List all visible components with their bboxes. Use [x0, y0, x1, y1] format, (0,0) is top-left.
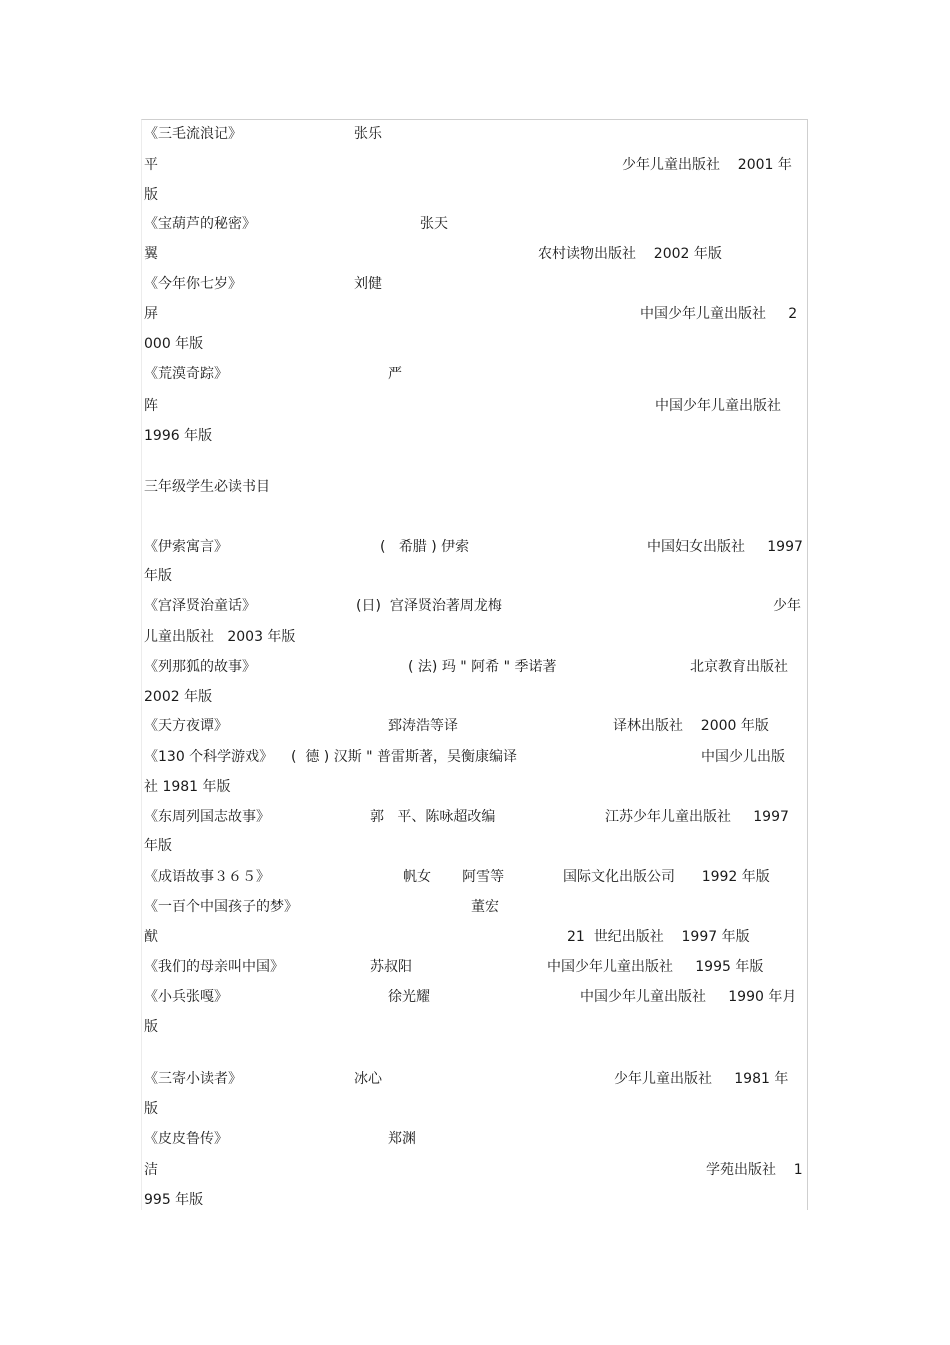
text-line: 冰心	[354, 1071, 382, 1087]
text-line: 董宏	[471, 899, 499, 915]
text-line: 学苑出版社 1	[706, 1162, 803, 1178]
text-line: 张乐	[354, 126, 382, 142]
text-line: 《宫泽贤治童话》	[144, 598, 256, 614]
text-line: 江苏少年儿童出版社 1997	[605, 809, 789, 825]
text-line: 《伊索寓言》	[144, 539, 228, 555]
text-line: 《一百个中国孩子的梦》	[144, 899, 298, 915]
text-line: 郑渊	[388, 1131, 416, 1147]
text-line: 严	[388, 366, 402, 382]
text-line: 《皮皮鲁传》	[144, 1131, 228, 1147]
text-line: 中国少年儿童出版社 1990 年月	[580, 989, 797, 1005]
text-line: 版	[144, 1019, 158, 1035]
text-line: 农村读物出版社 2002 年版	[538, 246, 722, 262]
text-line: 995 年版	[144, 1192, 204, 1208]
text-line: 少年儿童出版社 1981 年	[614, 1071, 789, 1087]
text-line: 社 1981 年版	[144, 779, 231, 795]
text-line: 阵	[144, 398, 158, 414]
text-line: 郭 平、陈咏超改编	[370, 809, 496, 825]
text-line: 徐光耀	[388, 989, 430, 1005]
text-line: 三年级学生必读书目	[144, 479, 270, 495]
text-line: 000 年版	[144, 336, 204, 352]
text-line: 帆女 阿雪等	[403, 869, 505, 885]
text-line: 少年儿童出版社 2001 年	[622, 157, 792, 173]
text-line: 《东周列国志故事》	[144, 809, 270, 825]
text-line: (日) 宫泽贤治著周龙梅	[356, 598, 502, 614]
text-line: ( 希腊 ) 伊索	[380, 539, 470, 555]
text-line: 2002 年版	[144, 689, 213, 705]
text-line: 《天方夜谭》	[144, 718, 228, 734]
text-line: 北京教育出版社	[690, 659, 788, 675]
text-line: 少年	[773, 598, 801, 614]
text-line: 张天	[420, 216, 448, 232]
text-line: 《三毛流浪记》	[144, 126, 242, 142]
text-line: 《列那狐的故事》	[144, 659, 256, 675]
text-line: 年版	[144, 568, 172, 584]
text-line: 郅涛浩等译	[388, 718, 458, 734]
text-line: 《三寄小读者》	[144, 1071, 242, 1087]
text-line: 《荒漠奇踪》	[144, 366, 228, 382]
text-line: 版	[144, 187, 158, 203]
text-line: 洁	[144, 1162, 158, 1178]
text-line: 中国少儿出版	[701, 749, 785, 765]
text-line: 刘健	[354, 276, 382, 292]
text-line: 中国少年儿童出版社	[655, 398, 781, 414]
text-line: 1996 年版	[144, 428, 213, 444]
text-line: 《小兵张嘎》	[144, 989, 228, 1005]
text-line: 译林出版社 2000 年版	[613, 718, 769, 734]
text-line: 《130 个科学游戏》 ( 德 ) 汉斯 " 普雷斯著，吴衡康编译	[144, 749, 518, 765]
text-line: 苏叔阳	[370, 959, 412, 975]
text-line: 儿童出版社 2003 年版	[144, 629, 296, 645]
text-line: 《我们的母亲叫中国》	[144, 959, 284, 975]
text-line: 翼	[144, 246, 158, 262]
text-line: 《宝葫芦的秘密》	[144, 216, 256, 232]
text-line: 21 世纪出版社 1997 年版	[567, 929, 750, 945]
text-line: 屏	[144, 306, 158, 322]
text-line: 国际文化出版公司 1992 年版	[563, 869, 770, 885]
text-line: 平	[144, 157, 158, 173]
text-line: 中国少年儿童出版社 1995 年版	[547, 959, 764, 975]
text-line: 版	[144, 1101, 158, 1117]
text-line: 年版	[144, 838, 172, 854]
text-line: 中国妇女出版社 1997	[647, 539, 803, 555]
text-line: 《成语故事３６５》	[144, 869, 270, 885]
text-line: ( 法) 玛 " 阿希 " 季诺著	[408, 659, 557, 675]
text-line: 猷	[144, 929, 158, 945]
text-line: 《今年你七岁》	[144, 276, 242, 292]
text-line: 中国少年儿童出版社 2	[640, 306, 798, 322]
